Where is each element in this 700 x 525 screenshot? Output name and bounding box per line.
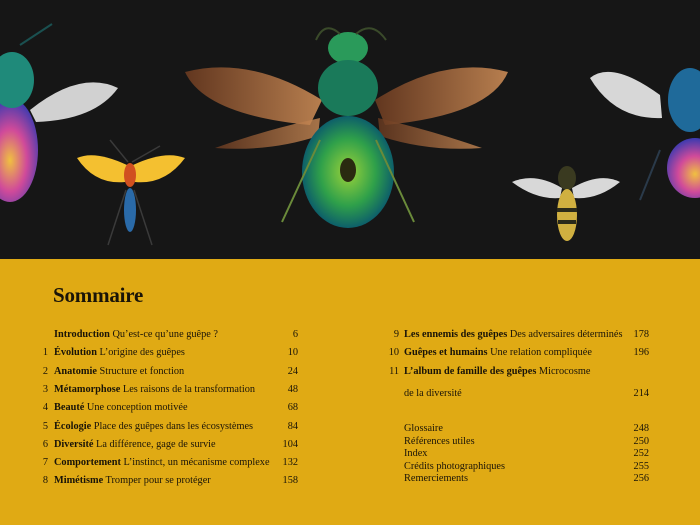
chapter-subtitle: L’instinct, un mécanisme complexe [120,457,270,469]
appendix-entry[interactable] [404,473,649,486]
appendix-entry[interactable] [404,461,649,474]
chapter-heading: Évolution [54,347,97,359]
chapter-subtitle: Les raisons de la transformation [120,383,256,395]
chapter-title [404,387,462,401]
orange-wasp-image [77,140,185,245]
chapter-number: 5 [42,420,48,432]
chapter-title [54,474,211,488]
chapter-subtitle: Une conception motivée [84,402,188,414]
chapter-subtitle: de la diversité [404,387,462,399]
contents-page [0,259,700,525]
appendix-label: Crédits photographiques [404,460,505,472]
chapter-number: 1 [42,347,48,359]
appendix-label: Références utiles [404,435,475,447]
chapter-heading: Écologie [54,420,92,432]
appendix-entry[interactable] [404,436,649,449]
chapter-heading: Guêpes et humains [404,347,488,359]
page-number: 6 [292,329,298,340]
chapter-subtitle: Des adversaires déterminés [507,329,623,340]
page-number: 178 [633,329,649,340]
appendix-label: Remerciements [404,473,469,485]
page-number: 196 [633,347,649,359]
chapter-subtitle: Tromper pour se protéger [103,475,211,487]
chapter-number: 6 [42,438,48,450]
page-title: Sommaire [53,283,144,307]
page-number: 48 [287,383,298,395]
appendix-entry[interactable] [404,423,649,436]
page-number: 84 [287,420,298,432]
chapter-subtitle: Structure et fonction [96,365,185,377]
page-number: 255 [633,460,649,472]
chapter-title [54,456,270,470]
appendix-label: Index [404,448,428,460]
chapter-heading: Comportement [54,457,121,469]
chapter-heading: Beauté [54,402,85,414]
chapter-heading: Diversité [54,438,94,450]
page-number: 214 [633,387,649,399]
chapter-subtitle: Microcosme [536,365,591,377]
chapter-title [54,420,253,434]
toc-entry[interactable] [0,387,700,401]
insect-photo-banner [0,0,700,259]
chapter-number: 8 [42,475,48,487]
chapter-title [54,438,216,452]
chapter-title [404,365,590,379]
chapter-subtitle: Une relation compliquée [487,347,592,359]
chapter-number: 4 [42,402,48,414]
toc-entry[interactable] [0,365,700,379]
chapter-number: 10 [388,347,399,359]
chapter-number: 9 [393,329,399,340]
yellow-striped-wasp-image [512,166,620,241]
page-number: 104 [282,438,298,450]
chapter-heading: Mimétisme [54,475,104,487]
chapter-number: 2 [42,365,48,377]
chapter-heading: L’album de famille des guêpes [404,365,537,377]
green-cuckoo-wasp-image [185,28,508,228]
chapter-subtitle: La différence, gage de survie [93,438,216,450]
chapter-title [404,328,623,342]
page-number: 248 [633,423,649,434]
chapter-heading: Introduction [54,329,110,340]
page-number: 132 [282,457,298,469]
chapter-subtitle: L’origine des guêpes [96,347,185,359]
page-number: 158 [282,475,298,487]
page-number: 250 [633,435,649,447]
chapter-number: 3 [42,383,48,395]
appendix-entry[interactable] [404,448,649,461]
chapter-subtitle: Qu’est-ce qu’une guêpe ? [109,329,218,340]
page-number: 256 [633,473,649,485]
chapter-heading: Les ennemis des guêpes [404,329,508,340]
chapter-title [54,401,188,415]
page-number: 10 [287,347,298,359]
chapter-subtitle: Place des guêpes dans les écosystèmes [91,420,254,432]
page-number: 24 [287,365,298,377]
chapter-heading: Anatomie [54,365,97,377]
chapter-number: 7 [42,457,48,469]
toc-entry[interactable] [0,328,700,342]
page-number: 252 [633,448,649,460]
chapter-heading: Métamorphose [54,383,121,395]
page-number: 68 [287,402,298,414]
chapter-title [404,346,592,360]
toc-entry[interactable] [0,346,700,360]
chapter-number: 11 [389,365,399,377]
toc-entry[interactable] [0,401,700,415]
appendix-label: Glossaire [404,423,443,434]
